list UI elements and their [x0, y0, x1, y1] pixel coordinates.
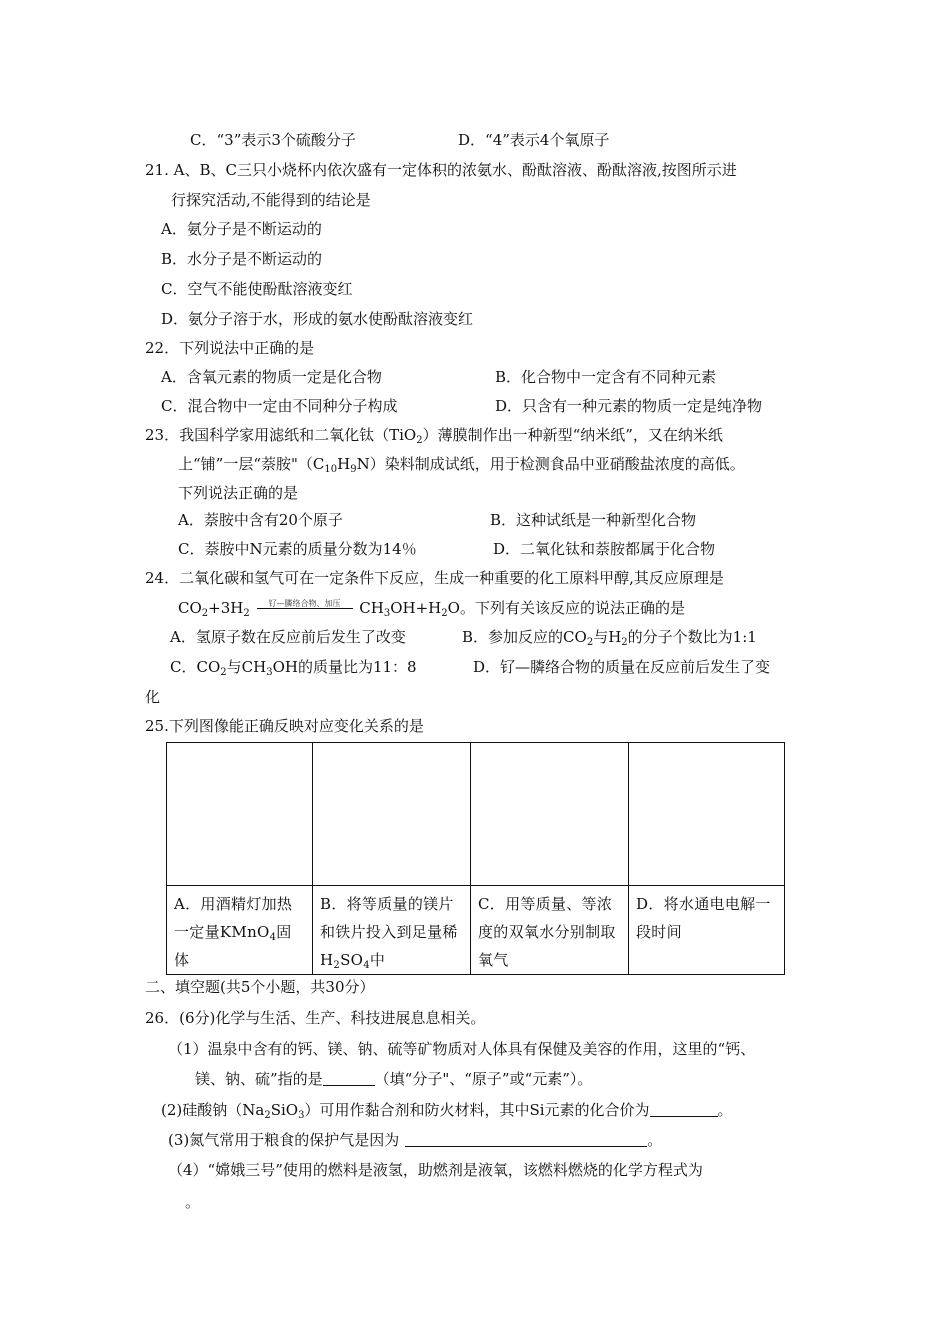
q20-option-d: D．“4”表示4个氧原子 — [458, 131, 610, 149]
figure-c-blank — [471, 743, 629, 886]
q23-stem-line3: 下列说法正确的是 — [178, 484, 299, 502]
q21-stem: 21. A、B、C三只小烧杯内依次盛有一定体积的浓氨水、酚酞溶液、酚酞溶液,按图所示进 — [145, 161, 737, 179]
q26-part1: （1）温泉中含有的钙、镁、钠、硫等矿物质对人体具有保健及美容的作用，这里的“钙、 — [168, 1040, 756, 1058]
figure-a-blank — [167, 743, 313, 886]
q26-part2: (2)硅酸钠$(Na_2SiO_3)$可用作黏合剂和防火材料，其中Si元素的化合价为 。 — [161, 1101, 733, 1121]
q23-option-d: D．二氧化钛和萘胺都属于化合物 — [493, 540, 716, 558]
q25-stem: 25.下列图像能正确反映对应变化关系的是 — [145, 717, 424, 735]
q25-option-d: D．将水通电电解一段时间 — [629, 886, 785, 975]
q24-option-b: B．参加反应的$CO_2$与$H_2$的分子个数比为1:1 — [462, 628, 757, 648]
q25-figure-table — [166, 742, 785, 975]
q21-option-c: C．空气不能使酚酞溶液变红 — [161, 280, 353, 298]
q26-part4-end: 。 — [185, 1193, 201, 1211]
q21-stem-cont: 行探究活动,不能得到的结论是 — [171, 191, 371, 209]
q21-option-b: B．水分子是不断运动的 — [161, 250, 323, 268]
q23-option-b: B．这种试纸是一种新型化合物 — [490, 511, 697, 529]
q20-option-c: C．“3”表示3个硫酸分子 — [190, 131, 356, 149]
q26-part1-line2: 镁、钠、硫”指的是 （填“分子"、“原子”或“元素”）。 — [195, 1070, 593, 1088]
q22-stem: 22．下列说法中正确的是 — [145, 339, 315, 357]
q24-option-a: A．氢原子数在反应前后发生了改变 — [170, 628, 406, 646]
q22-option-a: A．含氧元素的物质一定是化合物 — [161, 368, 382, 386]
q22-option-b: B．化合物中一定含有不同种元素 — [495, 368, 717, 386]
q25-option-c: C．用等质量、等浓度的双氧水分别制取氧气 — [471, 886, 629, 975]
section-2-title: 二、填空题(共5个小题，共30分） — [145, 978, 375, 996]
q26-part4: （4）“嫦娥三号”使用的燃料是液氢，助燃剂是液氧，该燃料燃烧的化学方程式为 — [168, 1161, 703, 1179]
figure-b-blank — [313, 743, 471, 886]
q24-option-d-wrap: 化 — [145, 688, 161, 706]
q22-option-d: D．只含有一种元素的物质一定是纯净物 — [495, 397, 763, 415]
q26-part3: (3)氮气常用于粮食的保护气是因为 。 — [168, 1131, 663, 1149]
q23-stem-line2: 上“铺”一层“萘胺"$(C_{10}H_9N)$染料制成试纸，用于检测食品中亚硝酸盐浓度的高低。 — [178, 455, 745, 475]
q23-stem: 23．我国科学家用滤纸和二氧化钛（TiO$_2$）薄膜制作出一种新型“纳米纸”，又在纳米纸 — [145, 426, 723, 446]
figure-d-blank — [629, 743, 785, 886]
q24-equation: $CO_2+3H_2$ 钌—膦络合物、加压 $CH_3OH+H_2O$。下列有关该反应的说法正确的是 — [178, 599, 685, 619]
answer-blank-3[interactable] — [405, 1131, 647, 1147]
reaction-condition-arrow: 钌—膦络合物、加压 — [255, 597, 355, 617]
answer-blank-1[interactable] — [323, 1070, 375, 1086]
q23-option-c: C．萘胺中N元素的质量分数为14％ — [178, 540, 417, 558]
q22-option-c: C．混合物中一定由不同种分子构成 — [161, 397, 398, 415]
q21-option-a: A．氨分子是不断运动的 — [161, 220, 322, 238]
q24-option-c: C．$CO_2$与$CH_3OH$的质量比为11：8 — [170, 658, 417, 678]
q23-option-a: A．萘胺中含有20个原子 — [178, 511, 343, 529]
answer-blank-2[interactable] — [650, 1101, 718, 1117]
q25-option-a: A．用酒精灯加热一定量KMnO$_4$固体 — [167, 886, 313, 975]
q21-option-d: D．氨分子溶于水，形成的氨水使酚酞溶液变红 — [161, 310, 474, 328]
q24-stem: 24．二氧化碳和氢气可在一定条件下反应，生成一种重要的化工原料甲醇,其反应原理是 — [145, 569, 724, 587]
q26-stem: 26．(6分)化学与生活、生产、科技进展息息相关。 — [145, 1009, 486, 1027]
q24-option-d: D．钌—膦络合物的质量在反应前后发生了变 — [473, 658, 771, 676]
q25-option-b: B．将等质量的镁片和铁片投入到足量稀$H_2SO_4$中 — [313, 886, 471, 975]
